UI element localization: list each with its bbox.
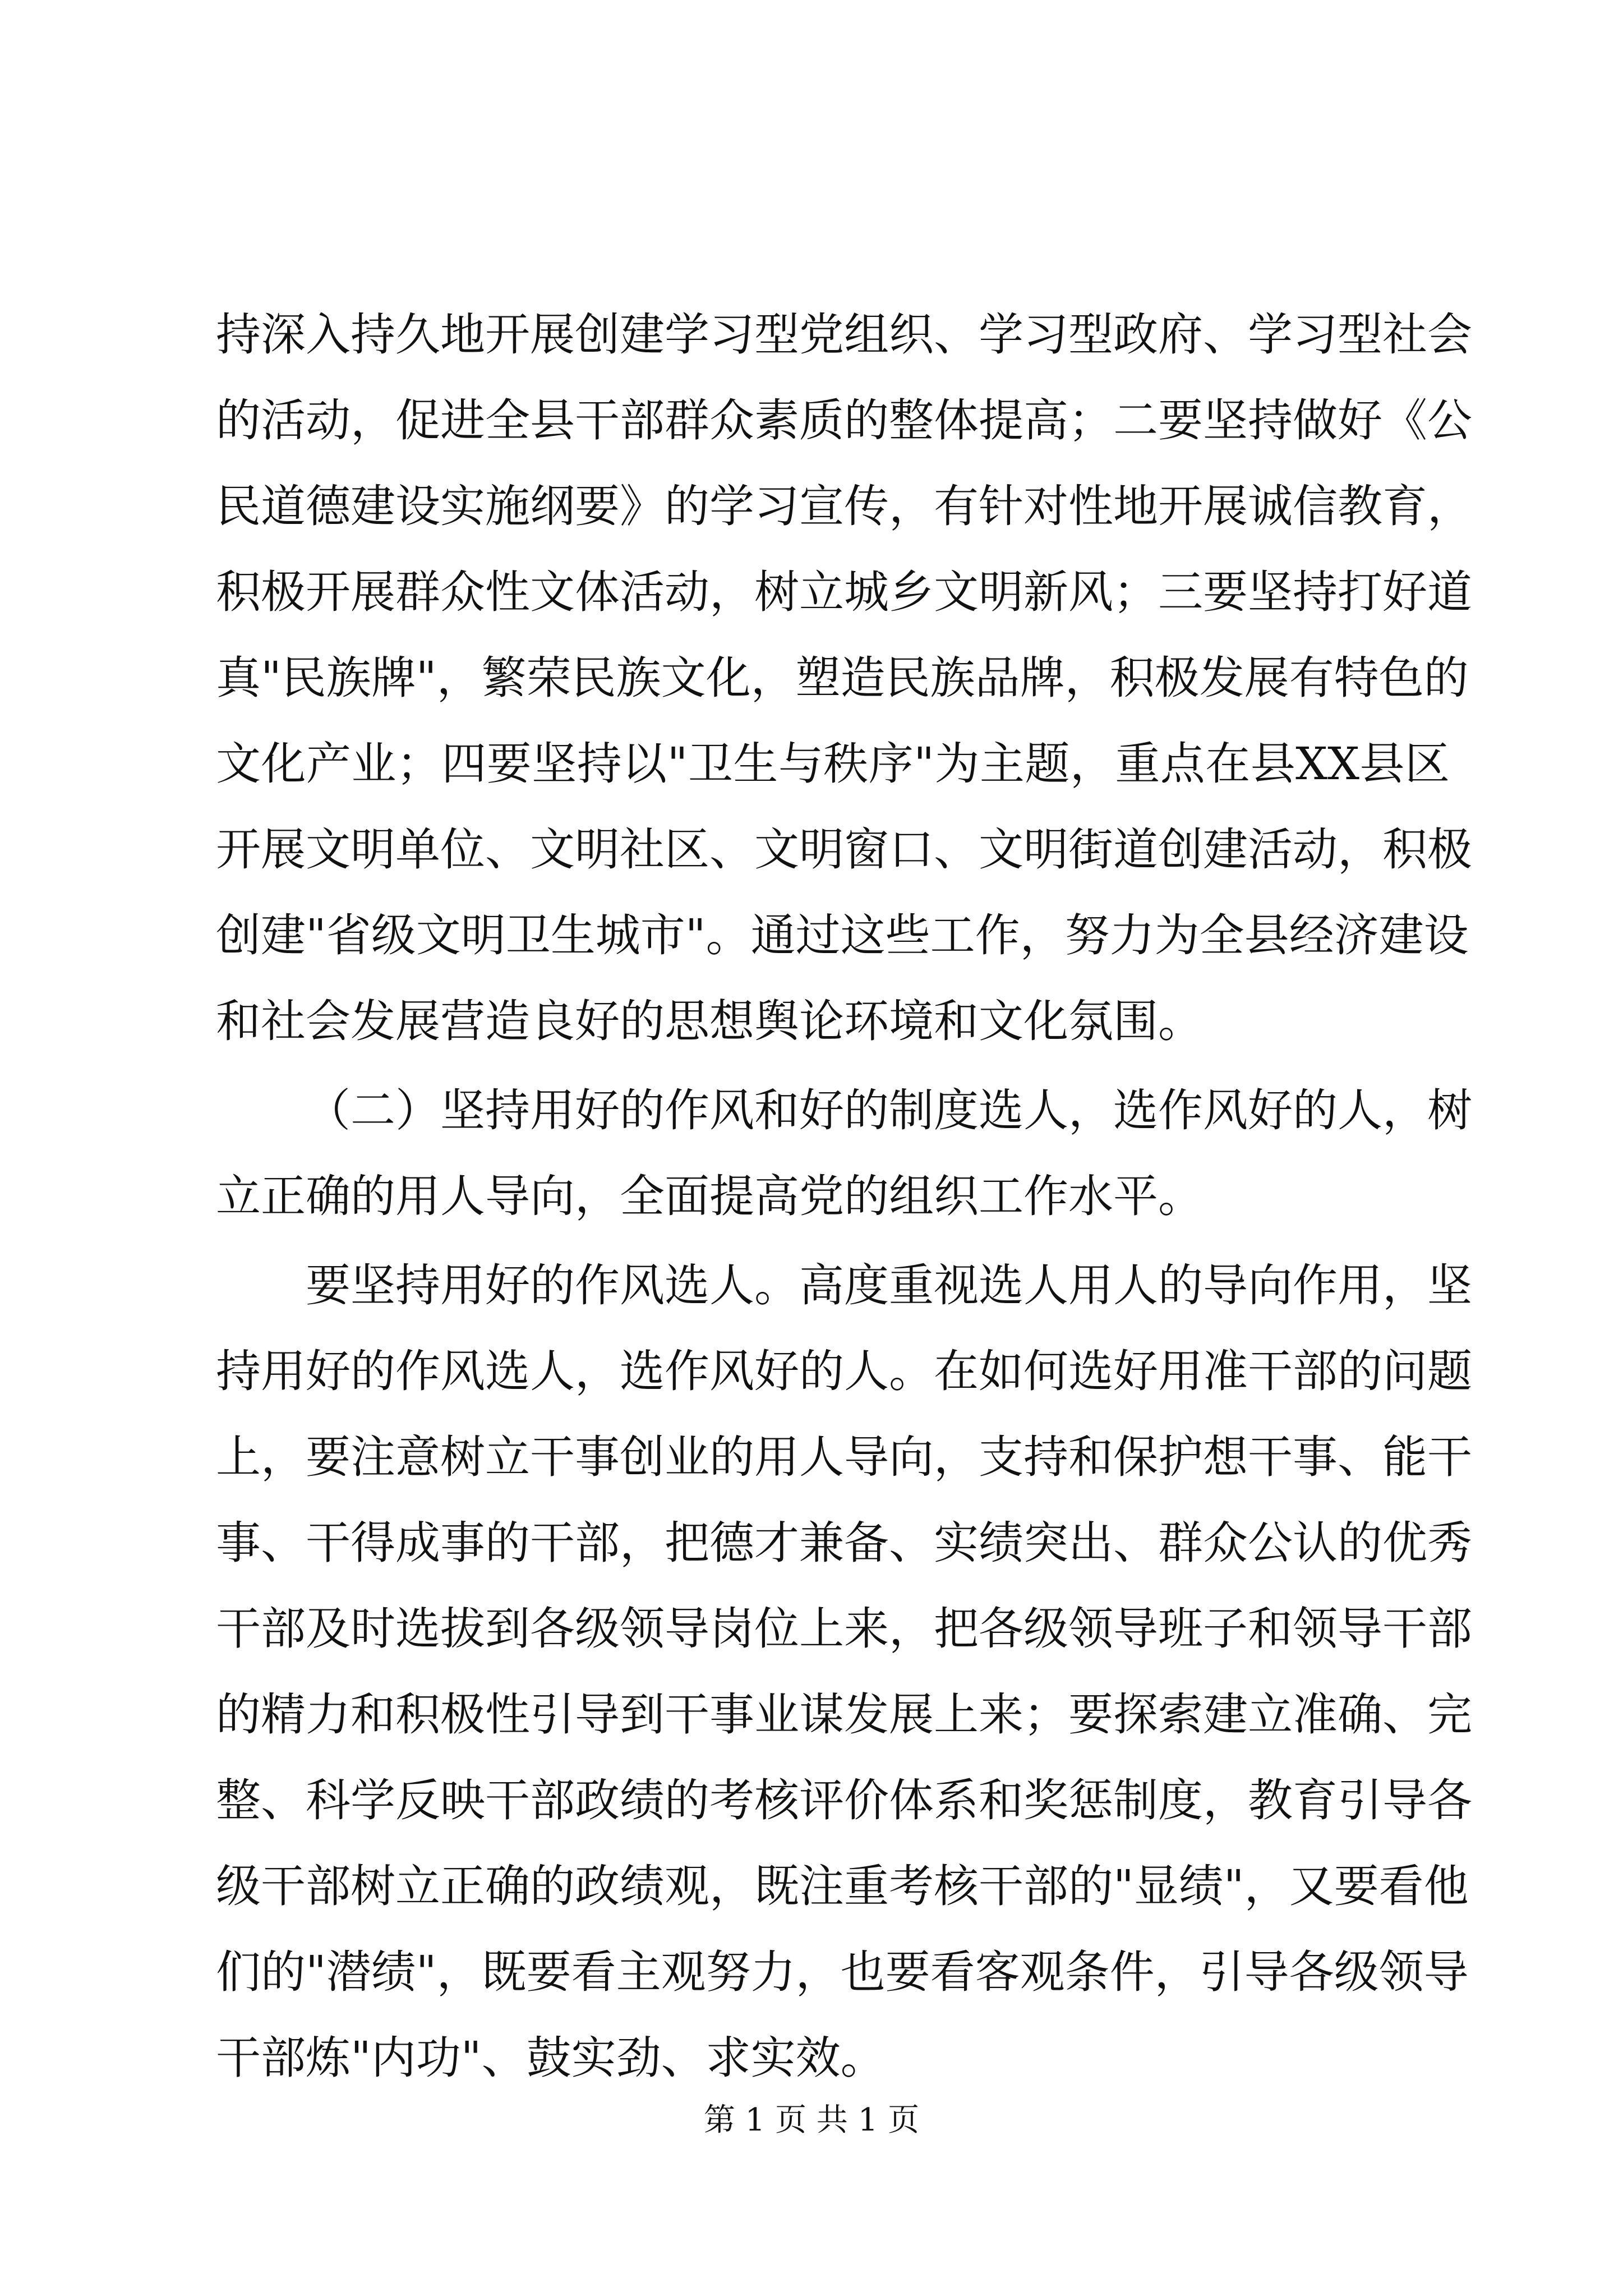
text-line: 创建"省级文明卫生城市"。通过这些工作，努力为全县经济建设 <box>216 909 1469 961</box>
text-line: 整、科学反映干部政绩的考核评价体系和奖惩制度，教育引导各 <box>216 1774 1472 1826</box>
text-line: 干部及时选拔到各级领导岗位上来，把各级领导班子和领导干部 <box>216 1603 1472 1655</box>
text-line: 和社会发展营造良好的思想舆论环境和文化氛围。 <box>216 995 1203 1047</box>
document-body <box>216 292 1472 2101</box>
text-line: 事、干得成事的干部，把德才兼备、实绩突出、群众公认的优秀 <box>216 1517 1472 1569</box>
text-line: 持深入持久地开展创建学习型党组织、学习型政府、学习型社会 <box>216 309 1472 361</box>
text-line: 干部炼"内功"、鼓实劲、求实效。 <box>216 2032 886 2084</box>
text-line: 的活动，促进全县干部群众素质的整体提高；二要坚持做好《公 <box>216 394 1472 447</box>
text-line: 真"民族牌"，繁荣民族文化，塑造民族品牌，积极发展有特色的 <box>216 652 1469 704</box>
text-line: 文化产业；四要坚持以"卫生与秩序"为主题，重点在县XX县区 <box>216 738 1450 790</box>
text-line: （二）坚持用好的作风和好的制度选人，选作风好的人，树 <box>306 1084 1472 1137</box>
paragraph <box>216 292 1472 1064</box>
text-line: 级干部树立正确的政绩观，既注重考核干部的"显绩"，又要看他 <box>216 1860 1469 1912</box>
text-line: 持用好的作风选人，选作风好的人。在如何选好用准干部的问题 <box>216 1345 1472 1397</box>
text-line: 要坚持用好的作风选人。高度重视选人用人的导向作用，坚 <box>306 1259 1472 1312</box>
text-line: 民道德建设实施纲要》的学习宣传，有针对性地开展诚信教育， <box>216 480 1472 532</box>
text-line: 开展文明单位、文明社区、文明窗口、文明街道创建活动，积极 <box>216 823 1472 876</box>
text-line: 们的"潜绩"，既要看主观努力，也要看客观条件，引导各级领导 <box>216 1946 1469 1998</box>
paragraph <box>216 1243 1472 2101</box>
page-footer: 第 1 页 共 1 页 <box>703 2102 920 2138</box>
paragraph <box>216 1068 1472 1239</box>
text-line: 上，要注意树立干事创业的用人导向，支持和保护想干事、能干 <box>216 1431 1472 1483</box>
text-line: 的精力和积极性引导到干事业谋发展上来；要探索建立准确、完 <box>216 1688 1472 1741</box>
text-line: 积极开展群众性文体活动，树立城乡文明新风；三要坚持打好道 <box>216 566 1472 618</box>
text-line: 立正确的用人导向，全面提高党的组织工作水平。 <box>216 1170 1203 1222</box>
